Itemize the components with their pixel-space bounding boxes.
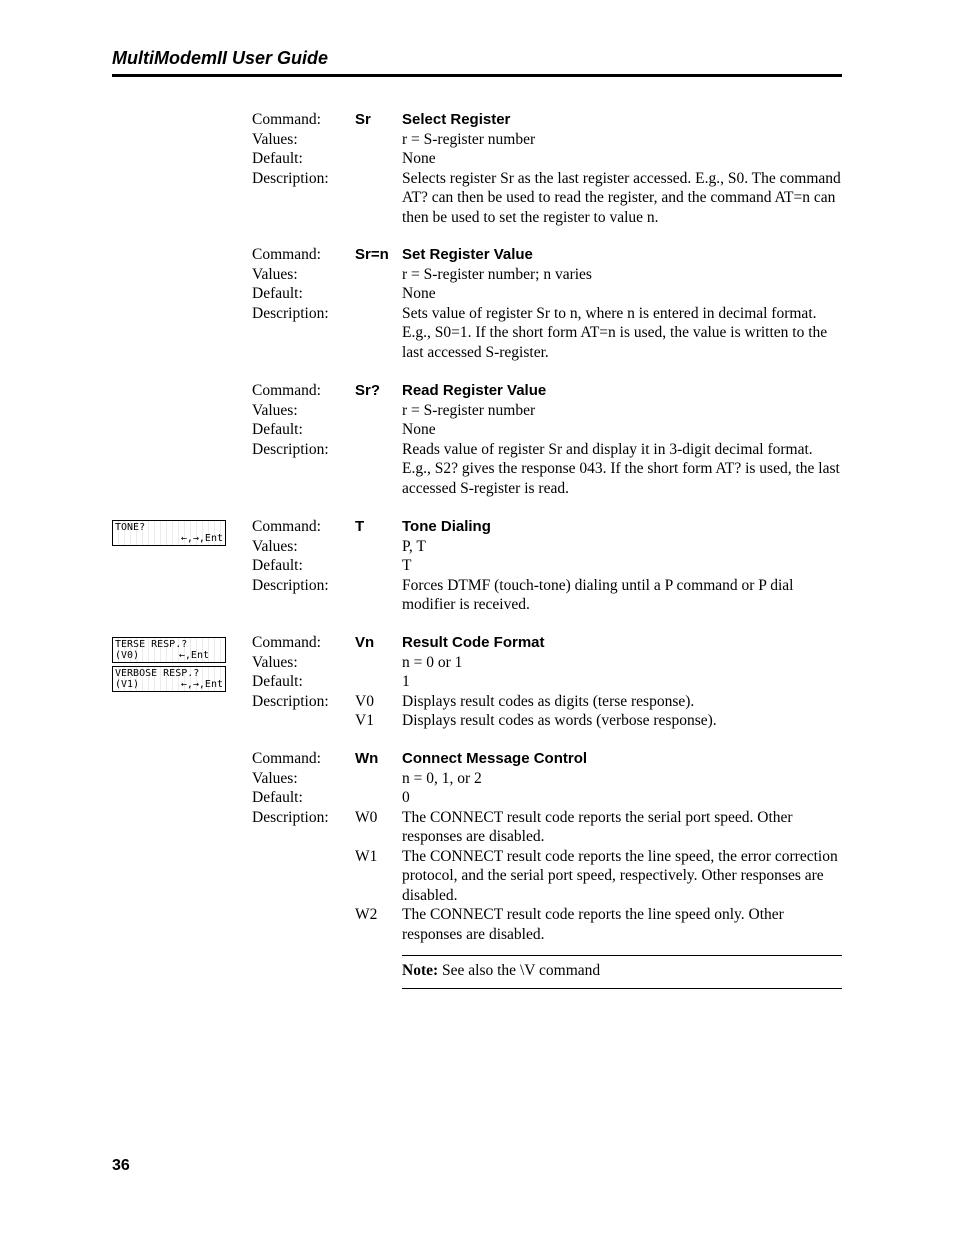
header-rule	[112, 74, 842, 77]
lcd-line-2-right: ←,Ent	[178, 650, 209, 661]
lcd-line-1: VERBOSE RESP.?	[115, 668, 200, 679]
description-text: Forces DTMF (touch-tone) dialing until a P command or P dial modifier is received.	[402, 576, 794, 613]
command-entry-select-register	[252, 110, 844, 227]
command-label: Command:	[252, 518, 321, 535]
values-text: P, T	[402, 537, 426, 555]
lcd-line-2-right: ←,→,Ent	[180, 679, 223, 690]
command-entry-result-code-format	[252, 633, 844, 731]
page-header-title: MultiModemII User Guide	[112, 48, 329, 68]
command-name: Result Code Format	[402, 634, 545, 651]
description-label: Description:	[252, 169, 329, 187]
option-code: W0	[355, 808, 378, 826]
command-entry-read-register-value	[252, 381, 844, 498]
option-code: W2	[355, 906, 378, 923]
option-text: The CONNECT result code reports the line speed, the error correction protocol, and the serial port speed, respectively. Other responses are disabled.	[402, 847, 838, 904]
values-label: Values:	[252, 130, 298, 148]
option-text: The CONNECT result code reports the line speed only. Other responses are disabled.	[402, 906, 784, 943]
lcd-panel-tone	[112, 520, 226, 546]
lcd-line-2-left: (V0)	[115, 650, 140, 661]
command-name: Tone Dialing	[402, 518, 491, 535]
values-text: r = S-register number	[402, 130, 536, 148]
page-number: 36	[112, 1157, 130, 1174]
lcd-panel-terse	[112, 637, 226, 663]
command-label: Command:	[252, 750, 321, 767]
command-entry-connect-message-control	[252, 749, 844, 944]
option-text: Displays result codes as words (verbose response).	[402, 712, 717, 729]
command-label: Command:	[252, 246, 321, 263]
command-code: Sr=n	[355, 246, 389, 263]
values-label: Values:	[252, 537, 298, 555]
lcd-line-1: TERSE RESP.?	[115, 639, 188, 650]
default-label: Default:	[252, 285, 303, 302]
note-box	[402, 955, 842, 989]
default-text: 0	[402, 789, 410, 806]
default-text: 1	[402, 673, 410, 690]
note-text: See also the \V command	[438, 962, 601, 979]
command-code: Vn	[355, 634, 375, 651]
description-label: Description:	[252, 692, 329, 710]
values-text: n = 0, 1, or 2	[402, 769, 482, 787]
description-text: Selects register Sr as the last register accessed. E.g., S0. The command AT? can then be used to read the register, and the command AT=n can then be used to set the register to value n.	[402, 169, 841, 226]
default-label: Default:	[252, 673, 303, 690]
command-code: T	[355, 518, 365, 535]
command-name: Read Register Value	[402, 382, 547, 399]
note-label: Note:	[402, 962, 439, 979]
description-label: Description:	[252, 808, 329, 826]
lcd-line-2-left: (V1)	[115, 679, 140, 690]
description-label: Description:	[252, 304, 329, 322]
command-label: Command:	[252, 111, 321, 128]
default-text: None	[402, 150, 436, 167]
values-label: Values:	[252, 769, 298, 787]
command-name: Connect Message Control	[402, 750, 588, 767]
default-label: Default:	[252, 557, 303, 574]
default-text: T	[402, 557, 412, 574]
description-text: Sets value of register Sr to n, where n is entered in decimal format. E.g., S0=1. If the short form AT=n is used, the value is written to the last accessed S-register.	[402, 304, 828, 361]
option-text: Displays result codes as digits (terse response).	[402, 692, 695, 710]
description-label: Description:	[252, 440, 329, 458]
default-label: Default:	[252, 421, 303, 438]
values-text: n = 0 or 1	[402, 653, 463, 671]
command-code: Wn	[355, 750, 379, 767]
default-text: None	[402, 285, 436, 302]
command-code: Sr	[355, 111, 371, 128]
command-name: Select Register	[402, 111, 511, 128]
default-label: Default:	[252, 150, 303, 167]
lcd-line-1: TONE?	[115, 522, 146, 533]
description-text: Reads value of register Sr and display it in 3-digit decimal format. E.g., S2? gives the response 043. If the short form AT? is used, the last accessed S-register is read.	[402, 440, 840, 497]
option-code: V1	[355, 712, 374, 729]
command-entry-tone-dialing	[252, 517, 844, 615]
command-entry-set-register-value	[252, 245, 844, 362]
values-text: r = S-register number; n varies	[402, 265, 592, 283]
option-code: W1	[355, 847, 378, 865]
command-code: Sr?	[355, 382, 381, 399]
description-label: Description:	[252, 576, 329, 594]
lcd-panel-verbose	[112, 666, 226, 692]
values-label: Values:	[252, 653, 298, 671]
command-name: Set Register Value	[402, 246, 533, 263]
lcd-line-2: ←,→,Ent	[180, 533, 223, 544]
option-text: The CONNECT result code reports the serial port speed. Other responses are disabled.	[402, 808, 793, 845]
values-label: Values:	[252, 401, 298, 419]
command-label: Command:	[252, 382, 321, 399]
values-text: r = S-register number	[402, 401, 536, 419]
default-label: Default:	[252, 789, 303, 806]
default-text: None	[402, 421, 436, 438]
values-label: Values:	[252, 265, 298, 283]
option-code: V0	[355, 692, 374, 710]
command-label: Command:	[252, 634, 321, 651]
